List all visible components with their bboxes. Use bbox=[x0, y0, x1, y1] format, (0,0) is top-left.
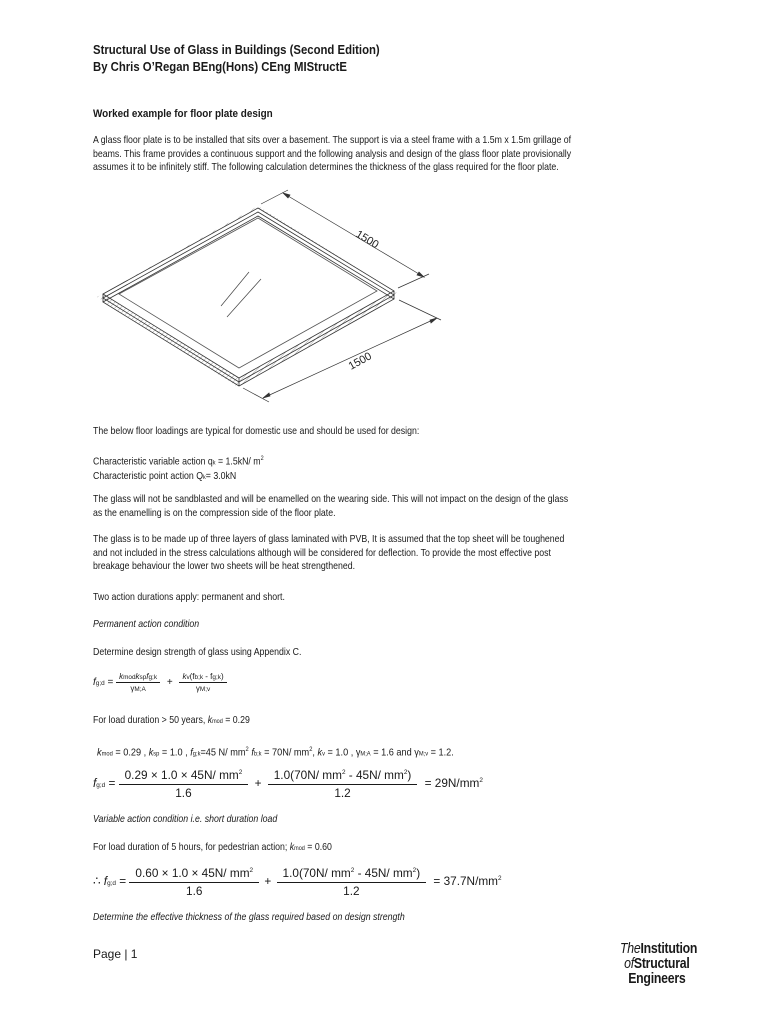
variable-action-label: Characteristic variable action q bbox=[93, 456, 213, 468]
section-heading: Worked example for floor plate design bbox=[93, 108, 273, 120]
layers-line: and not included in the stress calculations although will be considered for deflection. To provide the most effective post bbox=[93, 547, 551, 559]
intro-line: assumes it to be infinitely stiff. The following calculation determines the thickness of the glass required for the floor plate. bbox=[93, 162, 559, 174]
effective-heading-text: Determine the effective thickness of the glass required based on design strength bbox=[93, 912, 405, 923]
loadings-intro bbox=[93, 425, 683, 439]
perm-duration bbox=[93, 714, 683, 729]
document-author: By Chris O’Regan BEng(Hons) CEng MIStructE bbox=[93, 59, 347, 74]
perm-factors bbox=[97, 743, 687, 761]
logo-text: The bbox=[620, 940, 641, 957]
document-title: Structural Use of Glass in Buildings (Second Edition) bbox=[93, 42, 380, 57]
permanent-heading bbox=[93, 618, 683, 632]
permanent-heading-text: Permanent action condition bbox=[93, 619, 200, 630]
design-strength-line: Determine design strength of glass using Appendix C. bbox=[93, 647, 302, 658]
loadings-intro-text: The below floor loadings are typical for domestic use and should be used for design: bbox=[93, 426, 420, 437]
perm-duration-line: For load duration > 50 years, kmod = 0.29 bbox=[93, 715, 250, 726]
perm-calc-term2: $\frac{1.0(70N/ mm^2 - 45N/ mm^2)}{1.2}$ bbox=[268, 768, 418, 800]
effective-heading bbox=[93, 911, 683, 925]
dimension-top-label: 1500 bbox=[353, 228, 381, 252]
var-duration bbox=[93, 841, 683, 856]
layers-line: The glass is to be made up of three layers of glass laminated with PVB, It is assumed that the top sheet will be toughened bbox=[93, 534, 565, 545]
intro-line: beams. This frame provides a continuous support and the following analysis and design of the glass floor plate provisionally bbox=[93, 148, 572, 160]
variable-heading bbox=[93, 813, 683, 827]
loadings-list bbox=[93, 452, 683, 485]
perm-calc-term1: $\frac{0.29 \times 1.0 \times 45N/ mm^2}{1.6}$ bbox=[119, 768, 249, 800]
var-calc: ∴ fg;d = $\frac{0.60 \times 1.0 \times 45N/ mm^2}{1.6}$ + $\frac{1.0(70N/ mm^2 - 45N/ mm^2)}{1.2}$ = $37.7N/mm^2$ bbox=[93, 866, 502, 898]
intro-paragraph bbox=[93, 134, 683, 175]
point-action-value: = 3.0kN bbox=[205, 470, 237, 482]
variable-action-sup: 2 bbox=[260, 455, 264, 462]
formula-eq: = bbox=[104, 677, 117, 689]
perm-factors-line: kmod = 0.29 , ksp = 1.0 , fg;k=45 N/ $mm^2$ fb;k = 70N/ $mm^2$, kv = 1.0 , γM;A = 1.6 and γM;v = 1.2. bbox=[97, 746, 454, 759]
point-action-sub: k bbox=[203, 473, 206, 481]
layers-paragraph bbox=[93, 533, 683, 574]
variable-action-value: = 1.5kN/ m bbox=[215, 456, 261, 468]
dimension-bottom-label: 1500 bbox=[346, 350, 374, 373]
variable-heading-text: Variable action condition i.e. short duration load bbox=[93, 814, 278, 825]
formula-term2: $\frac{kv(fb;k - fg;k)}{\gamma M;v}$ bbox=[179, 672, 226, 693]
formula-term1: $\frac{\text{kmodkspfg;k}}{\gamma M;A}$ bbox=[116, 672, 160, 693]
layers-line: breakage behaviour the lower two sheets will be heat strengthened. bbox=[93, 561, 356, 573]
enamel-paragraph bbox=[93, 493, 683, 520]
formula-lhs: f bbox=[93, 677, 96, 689]
page-number: Page | 1 bbox=[93, 947, 138, 961]
intro-line: A glass floor plate is to be installed that sits over a basement. The support is via a steel frame with a 1.5m x 1.5m grillage of bbox=[93, 135, 572, 146]
logo-text: Institution bbox=[640, 940, 698, 957]
formula-plus: + bbox=[166, 677, 173, 689]
floor-plate-figure bbox=[93, 188, 453, 403]
logo-text: of bbox=[624, 955, 634, 972]
variable-action-sub: k bbox=[212, 459, 216, 467]
var-calc-term1: $\frac{0.60 \times 1.0 \times 45N/ mm^2}{1.6}$ bbox=[129, 866, 259, 898]
formula-lhs-sub: g;d bbox=[95, 680, 105, 688]
logo-text: Engineers bbox=[628, 970, 686, 987]
var-calc-term2: $\frac{1.0(70N/ mm^2 - 45N/ mm^2)}{1.2}$ bbox=[277, 866, 427, 898]
enamel-line: The glass will not be sandblasted and will be enamelled on the wearing side. This will not impact on the design of the glass bbox=[93, 494, 569, 505]
institution-logo bbox=[620, 941, 714, 986]
perm-calc: fg;d = $\frac{0.29 \times 1.0 \times 45N/ mm^2}{1.6}$ + $\frac{1.0(70N/ mm^2 - 45N/ mm^2)}{1.2}$ = $29N/mm^2$ bbox=[93, 768, 483, 800]
variable-action bbox=[93, 452, 600, 470]
point-action bbox=[93, 470, 600, 485]
var-duration-line: For load duration of 5 hours, for pedestrian action; kmod = 0.60 bbox=[93, 842, 332, 853]
enamel-line: as the enamelling is on the compression side of the floor plate. bbox=[93, 507, 336, 519]
durations-line: Two action durations apply: permanent and short. bbox=[93, 592, 285, 603]
durations-text bbox=[93, 591, 683, 605]
logo-text: Structural bbox=[633, 955, 690, 972]
design-strength-text bbox=[93, 646, 683, 660]
point-action-label: Characteristic point action Q bbox=[93, 470, 204, 482]
general-formula bbox=[93, 672, 227, 693]
